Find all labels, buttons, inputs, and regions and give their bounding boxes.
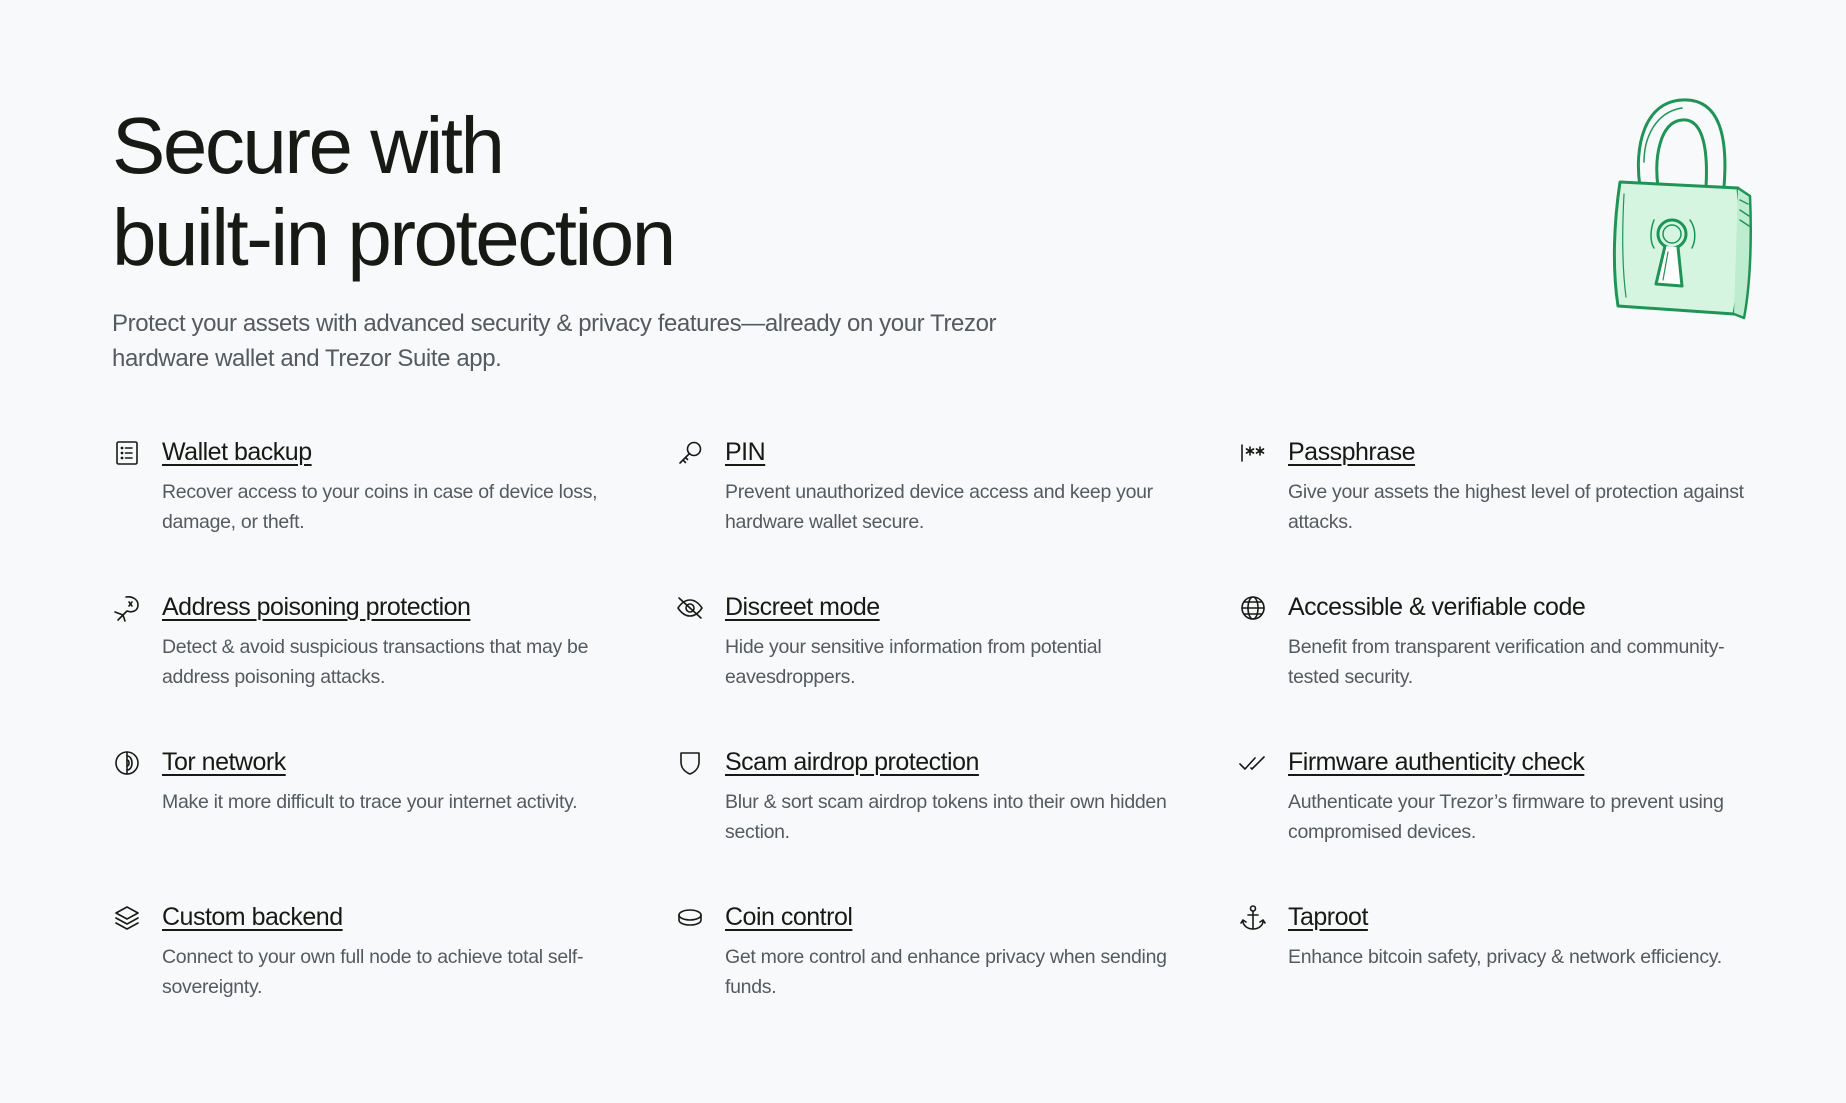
feature-title-link[interactable]: Discreet mode [725,593,880,621]
feature-verifiable-code [1238,593,1762,748]
anchor-icon [1238,903,1268,933]
shield-icon [675,748,705,778]
feature-description: Blur & sort scam airdrop tokens into their own hidden section. [725,791,1167,843]
feature-title-link[interactable]: Address poisoning protection [162,593,471,621]
feature-title-link[interactable]: Coin control [725,903,853,931]
feature-title-link[interactable]: Firmware authenticity check [1288,748,1585,776]
feature-title-link[interactable]: Scam airdrop protection [725,748,979,776]
feature-description: Recover access to your coins in case of device loss, damage, or theft. [162,481,598,533]
key-icon [675,438,705,468]
feature-coin-control [675,903,1238,1058]
feature-scam-airdrop [675,748,1238,903]
globe-icon [1238,593,1268,623]
feature-description: Enhance bitcoin safety, privacy & network efficiency. [1288,946,1722,968]
feature-address-poisoning [112,593,675,748]
padlock-illustration [1600,92,1760,324]
feature-tor-network [112,748,675,903]
features-grid [112,438,1762,1058]
feature-description: Benefit from transparent verification and community-tested security. [1288,636,1725,688]
feature-title-link[interactable]: Taproot [1288,903,1368,931]
page-title-line2: built-in protection [112,193,674,282]
feature-title: Accessible & verifiable code [1288,593,1586,621]
feature-title-link[interactable]: Tor network [162,748,286,776]
feature-description: Authenticate your Trezor’s firmware to prevent using compromised devices. [1288,791,1724,843]
feature-title-link[interactable]: Passphrase [1288,438,1416,466]
feature-firmware-check [1238,748,1762,903]
feature-passphrase [1238,438,1762,593]
feature-description: Get more control and enhance privacy when sending funds. [725,946,1167,998]
page-subtitle: Protect your assets with advanced security & privacy features—already on your Trezor hardware wallet and Trezor Suite app. [112,310,997,372]
feature-description: Give your assets the highest level of protection against attacks. [1288,481,1744,533]
page-title-line1: Secure with [112,101,503,190]
feature-taproot [1238,903,1762,1058]
layers-icon [112,903,142,933]
list-icon [112,438,142,468]
coin-icon [675,903,705,933]
poison-icon [112,593,142,623]
feature-description: Hide your sensitive information from potential eavesdroppers. [725,636,1102,688]
page-title [112,100,674,284]
eye-slash-icon [675,593,705,623]
feature-custom-backend [112,903,675,1058]
passphrase-icon [1238,438,1268,468]
feature-title-link[interactable]: Custom backend [162,903,343,931]
feature-description: Make it more difficult to trace your internet activity. [162,791,578,813]
feature-discreet-mode [675,593,1238,748]
double-check-icon [1238,748,1268,778]
feature-wallet-backup [112,438,675,593]
feature-pin [675,438,1238,593]
feature-description: Prevent unauthorized device access and keep your hardware wallet secure. [725,481,1153,533]
feature-title-link[interactable]: Wallet backup [162,438,312,466]
feature-description: Connect to your own full node to achieve total self-sovereignty. [162,946,584,998]
feature-description: Detect & avoid suspicious transactions that may be address poisoning attacks. [162,636,589,688]
tor-icon [112,748,142,778]
feature-title-link[interactable]: PIN [725,438,766,466]
